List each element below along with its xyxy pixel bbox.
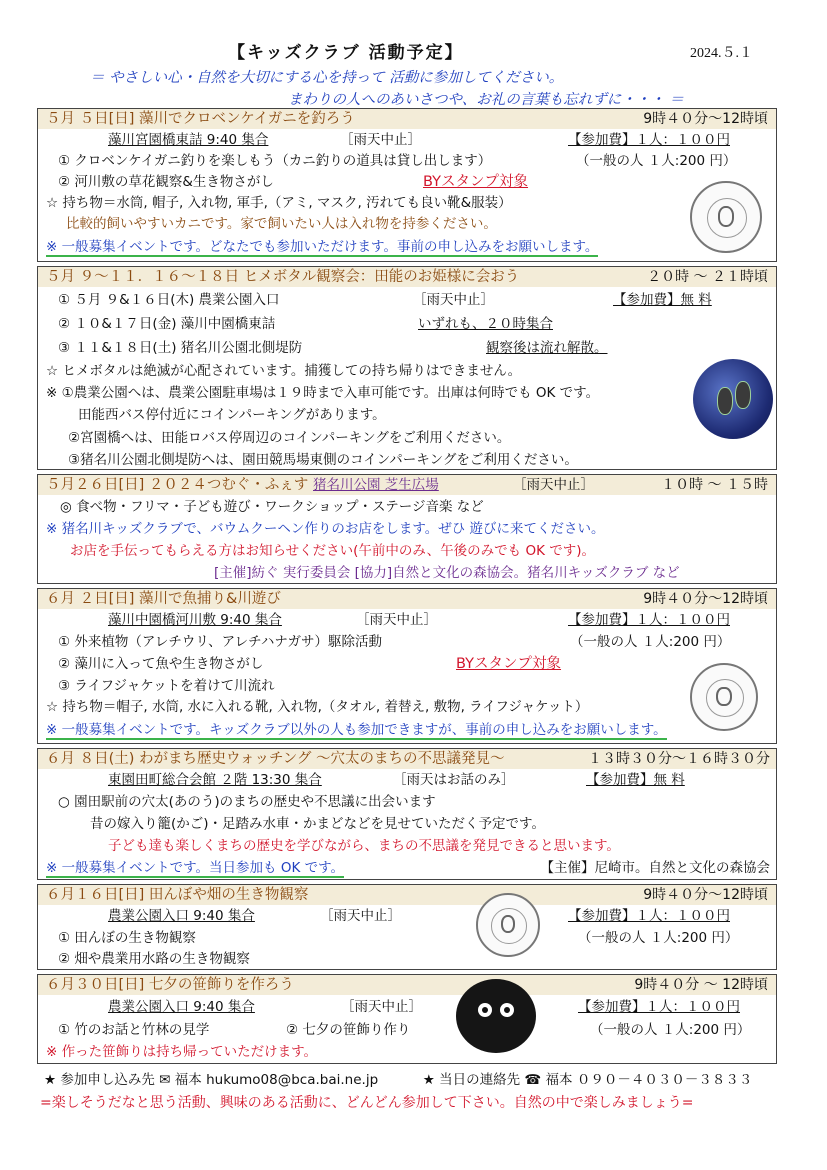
item-2: ② 河川敷の草花観察&生き物さがし xyxy=(58,174,274,190)
note-3: 田能西バス停付近にコインパーキングがあります。 xyxy=(78,407,386,423)
event-time: 9時４０分～12時頃 xyxy=(643,111,768,127)
meeting-place: 農業公園入口 9:40 集合 xyxy=(108,908,255,924)
event-title: ６月 ２日[日] 藻川で魚捕り&川遊び xyxy=(46,591,281,607)
event-title: ６月３０日[日] 七夕の笹飾りを作ろう xyxy=(46,977,294,993)
fee-general: （一般の人 １人:200 円） xyxy=(576,153,737,169)
event-title: ６月１６日[日] 田んぼや畑の生き物観察 xyxy=(46,887,309,903)
stamp-label: BYスタンプ対象 xyxy=(456,656,562,672)
event-title: ５月 ９～１１．１６～１８日 ヒメボタル観察会：田能のお姫様に会おう xyxy=(46,269,520,285)
event-time: 9時４０分 ～ 12時頃 xyxy=(634,977,768,993)
description-2: 昔の嫁入り籠(かご)・足踏み水車・かまどなどを見せていただく予定です。 xyxy=(90,816,545,832)
fee-general: （一般の人 １人:200 円） xyxy=(578,930,739,946)
meeting-place: 藻川宮園橋東詰 9:40 集合 xyxy=(108,132,269,148)
organizers: [主催]紡ぐ 実行委員会 [協力]自然と文化の森協会。猪名川キッズクラブ など xyxy=(214,565,680,581)
fee: 【参加費】１人：１００円 xyxy=(578,999,740,1015)
item-2: ② 藻川に入って魚や生き物さがし xyxy=(58,656,264,672)
event-june-16 xyxy=(37,884,777,970)
dismissal-note: 観察後は流れ解散。 xyxy=(486,340,608,356)
note-5: ③猪名川公園北側堤防へは、園田競馬場東側のコインパーキングをご利用ください。 xyxy=(68,452,578,468)
event-time: 9時４０分～12時頃 xyxy=(643,887,768,903)
fee: 【参加費】１人：１００円 xyxy=(568,612,730,628)
item-1: ① 竹のお話と竹林の見学 xyxy=(58,1022,210,1038)
meeting-place: 藻川中園橋河川敷 9:40 集合 xyxy=(108,612,282,628)
schedule-row-1: ① ５月 ９&１６日(木) 農業公園入口 xyxy=(58,292,280,308)
intro-line-1: ＝ やさしい心・自然を大切にする心を持って 活動に参加してください。 xyxy=(90,70,564,86)
fee-general: （一般の人 １人:200 円） xyxy=(570,634,731,650)
open-notice: ※ 一般募集イベントです。当日参加も OK です。 xyxy=(46,860,345,876)
event-time: １３時３０分～１６時３０分 xyxy=(588,751,770,767)
note-2: ※ ①農業公園へは、農業公園駐車場は１９時まで入車可能です。出庫は何時でも OK です。 xyxy=(46,385,600,401)
by-stamp-icon xyxy=(690,663,758,731)
note-1: ☆ ヒメボタルは絶滅が心配されています。捕獲しての持ち帰りはできません。 xyxy=(46,363,522,379)
rain-policy: ［雨天中止］ xyxy=(413,292,494,308)
contact-line xyxy=(44,1068,752,1088)
intro-line-2: まわりの人へのあいさつや、お礼の言葉も忘れずに・・・ ＝ xyxy=(288,92,684,108)
item-1: ① 田んぼの生き物観察 xyxy=(58,930,196,946)
item-2: ② 畑や農業用水路の生き物観察 xyxy=(58,951,250,967)
kids-club-shop: ※ 猪名川キッズクラブで、バウムクーヘン作りのお店をします。ぜひ 遊びに来てください。 xyxy=(46,521,605,537)
application-contact[interactable]: ★ 参加申し込み先 ✉ 福本 hukumo08@bca.bai.ne.jp xyxy=(44,1072,379,1088)
note: ※ 作った笹飾りは持ち帰っていただけます。 xyxy=(46,1044,318,1060)
item-1: ① 外来植物（アレチウリ、アレチハナガサ）駆除活動 xyxy=(58,634,383,650)
event-june-30 xyxy=(37,974,777,1064)
meeting-place: 農業公園入口 9:40 集合 xyxy=(108,999,255,1015)
rain-policy: ［雨天中止］ xyxy=(341,999,422,1015)
event-may-26 xyxy=(37,474,777,584)
rain-policy: ［雨天中止］ xyxy=(356,612,437,628)
description-1: ○ 園田駅前の穴太(あのう)のまちの歴史や不思議に出会います xyxy=(58,794,436,810)
soot-sprite-icon xyxy=(456,979,536,1053)
open-notice: ※ 一般募集イベントです。キッズクラブ以外の人も参加できますが、事前の申し込みをお願いします。 xyxy=(46,722,667,738)
item-1: ① クロベンケイガニ釣りを楽しもう（カニ釣りの道具は貸し出します） xyxy=(58,153,492,169)
issue-date: 2024.５.１ xyxy=(690,46,753,61)
description-3: 子ども達も楽しくまちの歴史を学びながら、まちの不思議を発見できると思います。 xyxy=(108,838,620,854)
event-title: ５月 ５日[日] 藻川でクロベンケイガニを釣ろう xyxy=(46,111,355,127)
event-time: 9時４０分～12時頃 xyxy=(643,591,768,607)
rain-policy: ［雨天中止］ xyxy=(320,908,401,924)
event-june-8 xyxy=(37,748,777,880)
by-stamp-icon xyxy=(476,893,540,957)
rain-policy: ［雨天はお話のみ］ xyxy=(393,772,515,788)
bring-items: ☆ 持ち物＝水筒, 帽子, 入れ物, 軍手,（アミ, マスク, 汚れても良い靴&服装） xyxy=(46,195,512,211)
meeting-place: 東園田町総合会館 ２階 13:30 集合 xyxy=(108,772,322,788)
fee: 【参加費】１人：１００円 xyxy=(568,908,730,924)
day-of-contact: ★ 当日の連絡先 ☎ 福本 ０９０－４０３０－３８３３ xyxy=(422,1072,753,1088)
event-may-firefly xyxy=(37,266,777,470)
item-2: ② 七夕の笹飾り作り xyxy=(286,1022,411,1038)
event-june-2 xyxy=(37,588,777,744)
note: 比較的飼いやすいカニです。家で飼いたい人は入れ物を持参ください。 xyxy=(66,216,497,232)
schedule-row-3: ③ １１&１８日(土) 猪名川公園北側堤防 xyxy=(58,340,303,356)
firefly-club-logo-icon xyxy=(693,359,773,439)
event-may-5 xyxy=(37,108,777,262)
schedule-row-2: ② １０&１７日(金) 藻川中園橋東詰 xyxy=(58,316,276,332)
event-title: ６月 ８日(土) わがまち歴史ウォッチング ～穴太のまちの不思議発見～ xyxy=(46,751,505,767)
note-4: ②宮園橋へは、田能ロバス停周辺のコインパーキングをご利用ください。 xyxy=(68,430,511,446)
event-time: ２０時 ～ ２１時頃 xyxy=(647,269,768,285)
event-time: １０時 ～ １５時 xyxy=(661,477,768,493)
fee: 【参加費】１人：１００円 xyxy=(568,132,730,148)
organizer: 【主催】尼崎市。自然と文化の森協会 xyxy=(540,860,770,876)
meeting-time: いずれも、２０時集合 xyxy=(418,316,553,332)
by-stamp-icon xyxy=(690,181,762,253)
fee-general: （一般の人 １人:200 円） xyxy=(590,1022,751,1038)
bring-items: ☆ 持ち物＝帽子, 水筒, 水に入れる靴, 入れ物,（タオル, 着替え, 敷物, ライフジャケット） xyxy=(46,699,589,715)
stamp-label: BYスタンプ対象 xyxy=(423,174,529,190)
helper-request: お店を手伝ってもらえる方はお知らせください(午前中のみ、午後のみでも OK です)。 xyxy=(70,543,595,559)
item-3: ③ ライフジャケットを着けて川流れ xyxy=(58,678,275,694)
rain-policy: ［雨天中止］ xyxy=(513,477,594,493)
event-place: 猪名川公園 芝生広場 xyxy=(313,477,439,493)
rain-policy: ［雨天中止］ xyxy=(340,132,421,148)
closing-message: =楽しそうだなと思う活動、興味のある活動に、どんどん参加して下さい。自然の中で楽しみましょう= xyxy=(40,1095,694,1111)
fee: 【参加費】無 料 xyxy=(586,772,685,788)
activities: ◎ 食べ物・フリマ・子ども遊び・ワークショップ・ステージ音楽 など xyxy=(60,499,484,515)
open-notice: ※ 一般募集イベントです。どなたでも参加いただけます。事前の申し込みをお願いします。 xyxy=(46,239,599,255)
event-title: ５月２６日[日] ２０２４つむぐ・ふぇす xyxy=(46,477,309,493)
fee: 【参加費】無 料 xyxy=(613,292,712,308)
page-title: 【キッズクラブ 活動予定】 xyxy=(228,43,464,63)
